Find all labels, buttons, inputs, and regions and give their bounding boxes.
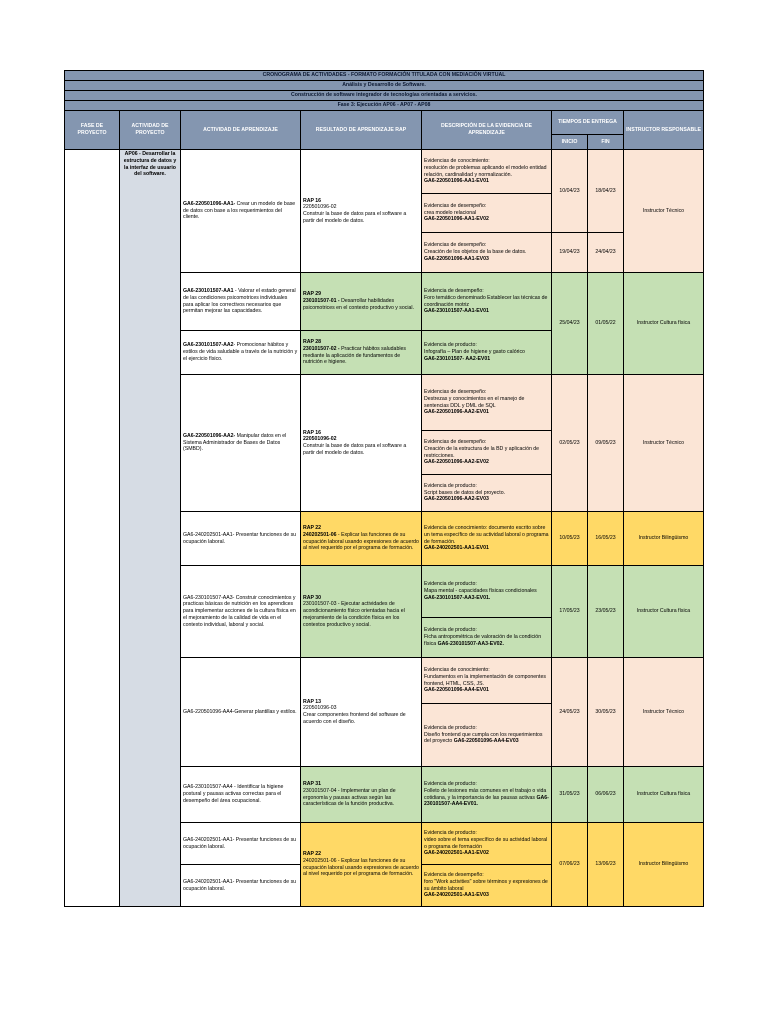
evidence-code: GA6-220501096-AA1-EV01 [424,178,489,185]
header-tiempos: TIEMPOS DE ENTREGA [552,111,624,135]
rap-code-detail: 220501096-02 [303,436,337,443]
rap-code-detail: 230101507-02 - [303,345,340,352]
evidence-code: GA6-220501096-AA2-EV02 [424,459,489,466]
evidence-text: Evidencia de producto: video sobre el tema específico de su actividad laboral o programa de formación [424,830,548,850]
rap-code: RAP 16 [303,429,322,436]
rap-cell [301,150,422,273]
rap-text: Practicar hábitos saludables mediante la aplicación de fundamentos de nutrición e higiene. [303,345,406,366]
end-date: 09/05/23 [588,375,624,512]
end-date: 24/04/23 [588,233,624,273]
start-date: 07/06/23 [552,823,588,907]
header-inicio: INICIO [552,135,588,150]
evidence-text: Evidencias de desempeño: Destrezas y conocimientos en el manejo de sentencias DDL y DML de SQL [424,389,525,409]
header-evidencia: DESCRIPCIÓN DE LA EVIDENCIA DE APRENDIZAJE [422,111,552,150]
instructor-cell: Instructor Técnico [624,658,704,767]
evidence-cell [422,150,552,194]
evidence-text: Evidencia de producto: Diseño frontend que cumpla con los requerimientos del proyecto [424,724,543,745]
end-date: 13/06/23 [588,823,624,907]
rap-text: Construir la base de datos para el software a partir del modelo de datos. [303,443,407,456]
end-date: 30/05/23 [588,658,624,767]
end-date: 18/04/23 [588,150,624,233]
learning-activity-cell [181,375,301,512]
evidence-text: Evidencia de desempeño: Foro temático denominado Establecer las técnicas de coordinación motriz [424,288,548,308]
evidence-code: GA6-230101507-AA3-EV01. [424,594,491,601]
evidence-cell [422,273,552,331]
title-line-1: CRONOGRAMA DE ACTIVIDADES - FORMATO FORMACIÓN TITULADA CON MEDIACIÓN VIRTUAL [65,71,704,81]
end-date: 16/05/23 [588,512,624,566]
activity-code: GA6-220501096-AA1- [183,200,236,207]
header-actividad-proyecto: ACTIVIDAD DE PROYECTO [120,111,181,150]
header-fase: FASE DE PROYECTO [65,111,120,150]
evidence-code: GA6-220501096-AA2-EV03 [424,496,489,503]
evidence-code: GA6-240202501-AA1-EV03 [424,892,489,899]
instructor-cell: Instructor Técnico [624,150,704,273]
evidence-cell [422,566,552,618]
rap-cell [301,823,422,907]
evidence-code: GA6-240202501-AA1-EV01 [424,545,489,552]
evidence-cell [422,512,552,566]
rap-cell [301,375,422,512]
start-date: 31/05/23 [552,767,588,823]
evidence-text: Evidencia de producto: Script bases de datos del proyecto. [424,482,506,496]
instructor-cell: Instructor Técnico [624,375,704,512]
rap-code: RAP 28 [303,339,322,345]
evidence-cell [422,618,552,658]
evidence-code: GA6-230101507-AA1-EV01 [424,308,489,315]
rap-cell [301,331,422,375]
evidence-code: GA6-220501096-AA4-EV01 [424,687,489,694]
rap-code-detail: 240202501-06 [303,531,337,538]
end-date: 01/05/22 [588,273,624,375]
learning-activity-cell [181,273,301,331]
evidence-cell [422,431,552,475]
evidence-text: Evidencias de conocimiento: Fundamentos en la implementación de componentes frontend, HTML, CSS, JS. [424,667,546,687]
end-date: 23/05/23 [588,566,624,658]
learning-activity-cell: GA6-240202501-AA1- Presentar funciones de su ocupación laboral. [181,823,301,865]
rap-code: RAP 16 [303,197,322,204]
rap-cell [301,512,422,566]
fase-cell [65,150,120,907]
start-date: 10/05/23 [552,512,588,566]
evidence-code: GA6-230101507-AA3-EV02. [437,640,504,647]
learning-activity-cell: GA6-230101507-AA4 - Identificar la higiene postural y pausas activas correctas para el desempeño del área ocupacional. [181,767,301,823]
activity-code: GA6-230101507-AA1 [183,288,234,294]
evidence-cell [422,865,552,907]
rap-code: RAP 31 [303,781,322,787]
evidence-code: GA6-220501096-AA2-EV01 [424,409,489,416]
title-line-3: Construcción de software integrador de tecnologías orientadas a servicios. [65,91,704,101]
rap-code-detail: 230101507-01 - [303,298,340,305]
activity-text: - Promocionar hábitos y estilos de vida saludable a través de la nutrición y el ejercicio físico. [183,342,298,362]
header-instructor: INSTRUCTOR RESPONSABLE [624,111,704,150]
evidence-code: GA6-230101507- AA2-EV01 [424,355,491,362]
learning-activity-cell [181,331,301,375]
start-date: 24/05/23 [552,658,588,767]
instructor-cell: Instructor Bilingüismo [624,512,704,566]
instructor-cell: Instructor Cultura física [624,566,704,658]
rap-code: RAP 30 [303,594,322,601]
evidence-code: GA6-240202501-AA1-EV02 [424,850,489,857]
activity-code: GA6-220501096-AA2- [183,432,236,439]
learning-activity-cell [181,150,301,273]
evidence-cell [422,658,552,704]
evidence-text: Evidencias de desempeño: Creación de la estructura de la BD y aplicación de restricciones. [424,439,540,459]
rap-text: Desarrollar habilidades psicomotrices en el contexto productivo y social. [303,298,415,311]
activity-code: GA6-230101507-AA2 [183,342,234,349]
evidence-code: GA6-230101507-AA4-EV01. [424,794,549,808]
title-line-2: Análisis y Desarrollo de Software. [65,81,704,91]
rap-cell [301,566,422,658]
learning-activity-cell: GA6-230101507-AA3- Construir conocimientos y practicas básicas de nutrición en los aprendices para implementar acciones de la cultura física en el mejoramiento de la calidad de vida en el contexto individual, laboral y social. [181,566,301,658]
rap-text: 240202501-06 - Explicar las funciones de su ocupación laboral usando expresiones de acuerdo al nivel requerido por el programa de formación. [303,857,419,878]
start-date: 10/04/23 [552,150,588,233]
evidence-cell [422,331,552,375]
evidence-text: Evidencia de producto: Ficha antropométrica de valoración de la condición física [424,627,542,647]
evidence-code: GA6-220501096-AA1-EV02 [424,216,489,223]
evidence-cell [422,475,552,512]
evidence-text: Evidencia de desempeño: foro "Work activities" sobre términos y expresiones de su ámbito laboral [424,872,548,892]
evidence-text: Evidencias de desempeño: Creación de los objetos de la base de datos. [424,242,527,256]
evidence-code: GA6-220501096-AA4-EV03 [453,738,519,745]
evidence-text: Evidencia de conocimiento: documento escrito sobre un tema específico de su actividad laboral o programa de formación. [424,525,549,545]
start-date: 17/05/23 [552,566,588,658]
end-date: 06/06/23 [588,767,624,823]
rap-code: RAP 22 [303,851,322,857]
activity-text: Crear un modelo de base de datos con base a los requerimientos del cliente. [183,200,296,221]
project-activity-text: AP06 - Desarrollar la estructura de datos y la interfaz de usuario del software. [123,151,177,178]
activity-text: Manipular datos en el Sistema Administrador de Bases de Datos (SMBD). [183,432,287,453]
header-actividad-aprendizaje: ACTIVIDAD DE APRENDIZAJE [181,111,301,150]
project-activity-cell [120,150,181,907]
rap-text: 220501096-03 Crear componentes frontend del software de acuerdo con el diseño. [303,705,406,725]
rap-code: RAP 13 [303,698,322,705]
evidence-cell [422,194,552,233]
evidence-text: Evidencia de producto: Infografía – Plan de higiene y gasto calórico [424,342,525,356]
evidence-cell [422,375,552,431]
instructor-cell: Instructor Bilingüismo [624,823,704,907]
rap-cell [301,767,422,823]
start-date: 02/05/23 [552,375,588,512]
evidence-text: Evidencias de conocimiento: resolución de problemas aplicando el modelo entidad relación, cardinalidad y normalización. [424,158,547,178]
evidence-text: Evidencias de desempeño: crea modelo relacional [424,202,487,216]
evidence-cell [422,704,552,767]
learning-activity-cell: GA6-240202501-AA1- Presentar funciones de su ocupación laboral. [181,865,301,907]
title-line-4: Fase 3: Ejecución AP06 - AP07 - AP08 [65,101,704,111]
start-date: 25/04/23 [552,273,588,375]
schedule-table [64,70,704,907]
header-resultado-rap: RESULTADO DE APRENDIZAJE RAP [301,111,422,150]
activity-text: - Valorar el estado general de las condiciones psicomotrices individuales para aplicar los correctivos necesarios que permitan mejorar las capacidades. [183,288,296,315]
learning-activity-cell: GA6-220501096-AA4-Generar plantillas y estilos. [181,658,301,767]
rap-text: 230101507-04 - Implementar un plan de ergonomía y pausas activas según las características de la función productiva. [303,787,396,808]
rap-code: RAP 22 [303,525,322,531]
evidence-text: Evidencia de producto: Mapa mental - capacidades físicas condicionales [424,581,537,595]
evidence-code: GA6-220501096-AA1-EV03 [424,255,489,262]
rap-cell [301,273,422,331]
instructor-cell: Instructor Cultura física [624,273,704,375]
header-fin: FIN [588,135,624,150]
evidence-cell [422,767,552,823]
rap-code: RAP 29 [303,291,322,298]
rap-text: 220501096-02 Construir la base de datos para el software a partir del modelo de datos. [303,204,407,224]
schedule-sheet [64,70,703,907]
start-date: 19/04/23 [552,233,588,273]
learning-activity-cell: GA6-240202501-AA1- Presentar funciones de su ocupación laboral. [181,512,301,566]
rap-text: 230101507-03 - Ejecutar actividades de acondicionamiento físico orientadas hacia el mejoramiento de la condición física en los contextos productivo y social. [303,601,405,628]
evidence-text: Evidencia de producto: Folleto de lesiones más comunes en el trabajo o vida cotidiana, y la importancia de las pausas activas [424,781,547,801]
rap-cell [301,658,422,767]
evidence-cell [422,823,552,865]
evidence-cell [422,233,552,273]
instructor-cell: Instructor Cultura física [624,767,704,823]
rap-text: - Explicar las funciones de su ocupación laboral usando expresiones de acuerdo al nivel requerido por el programa de formación. [303,531,419,552]
